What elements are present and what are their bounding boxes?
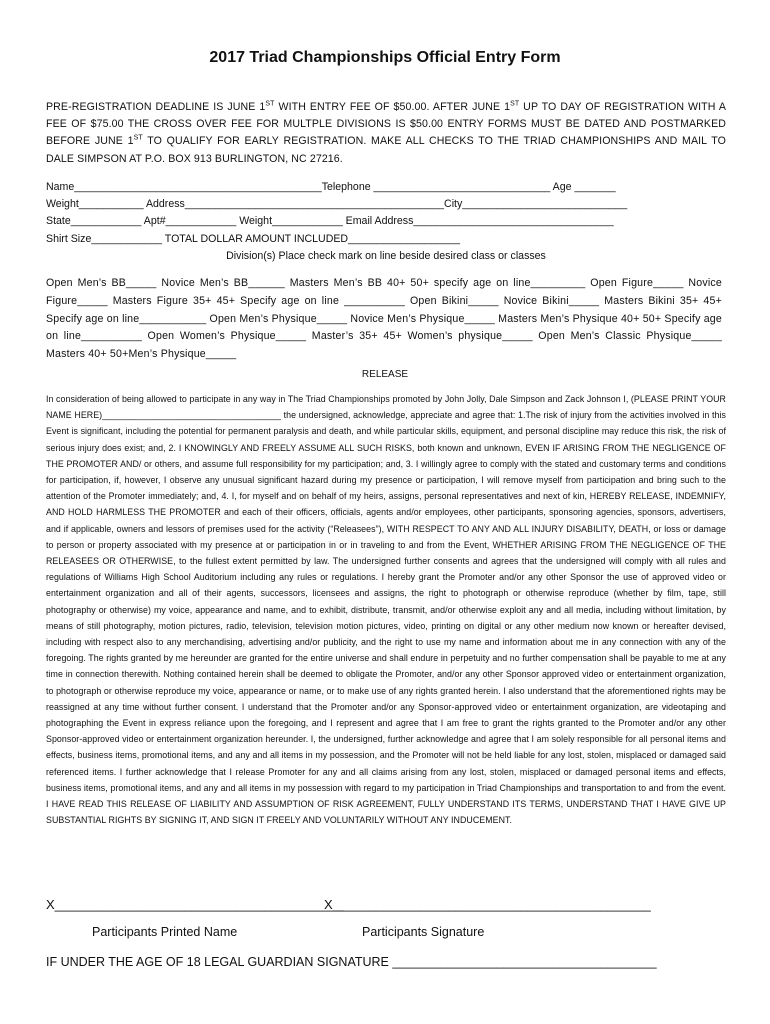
- release-text: In consideration of being allowed to participate in any way in The Triad Championships promoted by John Jolly, Dale Simpson and Zack Johnson I, (PLEASE PRINT YOUR NAME HERE)____________________________________ the undersigned, acknowledge, appreciate and agree that: 1.The risk of injury from the activities involved in this Event is significant, including the potential for permanent paralysis and death, and while particular skills, equipment, and personal discipline may reduce this risk, the risk of serious injury does exist; and, 2. I KNOWINGLY AND FREELY ASSUME ALL SUCH RISKS, both known and unknown, EVEN IF ARISING FROM THE NEGLIGENCE OF THE PROMOTER AND/ or others, and assume full responsibility for my participation; and, 3. I willingly agree to comply with the stated and customary terms and conditions for participation, if, however, I observe any unusual significant hazard during my presence or participation, I will remove myself from participation and bring such to the attention of the Promoter immediately; and, 4. I, for myself and on behalf of my heirs, assigns, personal representatives and next of kin, HEREBY RELEASE, INDEMNIFY, AND HOLD HARMLESS THE PROMOTER and each of their officers, officials, agents and/or employees, other participants, sponsoring agencies, sponsors, advertisers, and if applicable, owners and lessors of premises used for the activity (“Releasees”), WITH RESPECT TO ANY AND ALL INJURY DISABILITY, DEATH, or loss or damage to person or property associated with my presence at or participation in or in traveling to and from the Event, WHETHER ARISING FROM THE NEGLIGENCE OF THE RELEASEES OR OTHERWISE, to the fullest extent permitted by law. The undersigned further consents and agrees that the undersigned will comply with all rules and regulations of Williams High School Auditorium including any rules or regulations. I hereby grant the Promoter and/or any other Sponsor the use of approved video or entertainment organization and all of their agents, successors, licensees and assigns, the right to photograph or otherwise reproduce (whether by film, tape, still photography or otherwise) my voice, appearance and name, and to exhibit, distribute, transmit, and/or otherwise exploit any and all media, including without limitation, by means of still photography, motion pictures, radio, television, television motion pictures, video, printing on digital or any other medium now known or hereafter devised, including with respect also to any merchandising, advertising and/or publicity, and the right to use my name and information about me in any connection with any of the foregoing. The rights granted by me hereunder are granted for the entire universe and shall endure in perpetuity and no further compensation shall be payable to me at any time in connection therewith. Nothing contained herein shall be deemed to obligate the Promoter, and/or any other Sponsor approved video or entertainment organization, to photograph or otherwise reproduce my voice, appearance or name, or to make use of any rights granted herein. I also understand that the aforementioned rights may be reassigned at any time without further consent. I understand that the Promoter and/or any Sponsor-approved video or entertainment organization, are videotaping and photographing the Event in express reliance upon the foregoing, and I represent and agree that I am free to grant the rights granted to the Promoter and/or any other Sponsor-approved video or entertainment organization hereunder. I, the undersigned, further acknowledge and agree that I am solely responsible for all personal items and effects, business items, promotional items, and any and all items in my possession, and the Promoter will not be held liable for any lost, stolen, misplaced or damaged said referenced items. I further acknowledge that I release Promoter for any and all claims arising from any lost, stolen, misplaced or damaged personal items and effects, business items, promotional items, and any and all items in my possession with regard to my participation in Triad Championships and transportation to and from the event. I HAVE READ THIS RELEASE OF LIABILITY AND ASSUMPTION OF RISK AGREEMENT, FULLY UNDERSTAND ITS TERMS, UNDERSTAND THAT I HAVE GIVE UP SUBSTANTIAL RIGHTS BY SIGNING IT, AND SIGN IT FREELY AND VOLUNTARILY WITHOUT ANY INDUCEMENT.: [46, 394, 726, 826]
- personal-info-fields: [46, 179, 726, 265]
- division-checklist[interactable]: Open Men’s BB_____ Novice Men’s BB______ Masters Men’s BB 40+ 50+ specify age on line_________ Open Figure_____ Novice Figure_____ Masters Figure 35+ 45+ Specify age on line __________ Open Bikini_____ Novice Bikini_____ Masters Bikini 35+ 45+ Specify age on line___________ Open Men’s Physique_____ Novice Men’s Physique_____ Masters Men’s Physique 40+ 50+ Specify age on line__________ Open Women’s Physique_____ Master’s 35+ 45+ Women’s physique_____ Open Men’s Classic Physique_____ Masters 40+ 50+Men’s Physique_____: [46, 277, 722, 361]
- intro-text-4: TO QUALIFY FOR EARLY REGISTRATION. MAKE ALL CHECKS TO THE TRIAD CHAMPIONSHIPS AND MAIL TO DALE SIMPSON AT P.O. BOX 913 BURLINGTON, NC 27216.: [46, 135, 726, 165]
- ordinal-suffix: ST: [133, 134, 143, 142]
- printed-name-line[interactable]: X________________________________________: [46, 897, 344, 912]
- state-apt-email-line[interactable]: State____________ Apt#____________ Weight____________ Email Address__________________________________: [46, 215, 614, 228]
- division-instruction: Division(s) Place check mark on line beside desired class or classes: [226, 249, 546, 262]
- signature-caption: Participants Signature: [362, 925, 485, 939]
- name-phone-age-line[interactable]: Name__________________________________________Telephone ______________________________ Age _______: [46, 181, 616, 193]
- guardian-signature-line[interactable]: IF UNDER THE AGE OF 18 LEGAL GUARDIAN SIGNATURE ______________________________________: [46, 955, 657, 969]
- signature-line[interactable]: X____________________________________________: [324, 897, 651, 912]
- ordinal-suffix: ST: [510, 100, 520, 108]
- ordinal-suffix: ST: [265, 100, 275, 108]
- release-heading: RELEASE: [361, 369, 409, 380]
- intro-text-2: WITH ENTRY FEE OF $50.00. AFTER JUNE 1: [274, 101, 511, 113]
- printed-name-caption: Participants Printed Name: [92, 925, 238, 939]
- intro-text-3: UP TO DAY OF REGISTRATION WITH A FEE OF $75.00 THE CROSS OVER FEE FOR MULTPLE DIVISIONS IS $50.00 ENTRY FORMS MUST BE DATED AND POSTMARKED BEFORE JUNE 1: [46, 101, 726, 148]
- shirt-size-total-line[interactable]: Shirt Size____________ TOTAL DOLLAR AMOUNT INCLUDED___________________: [46, 232, 460, 245]
- registration-instructions: [46, 99, 726, 168]
- form-title: 2017 Triad Championships Official Entry Form: [209, 49, 561, 66]
- intro-text-1: PRE-REGISTRATION DEADLINE IS JUNE 1: [46, 101, 266, 113]
- weight-address-city-line[interactable]: Weight___________ Address____________________________________________City____________________________: [46, 198, 628, 211]
